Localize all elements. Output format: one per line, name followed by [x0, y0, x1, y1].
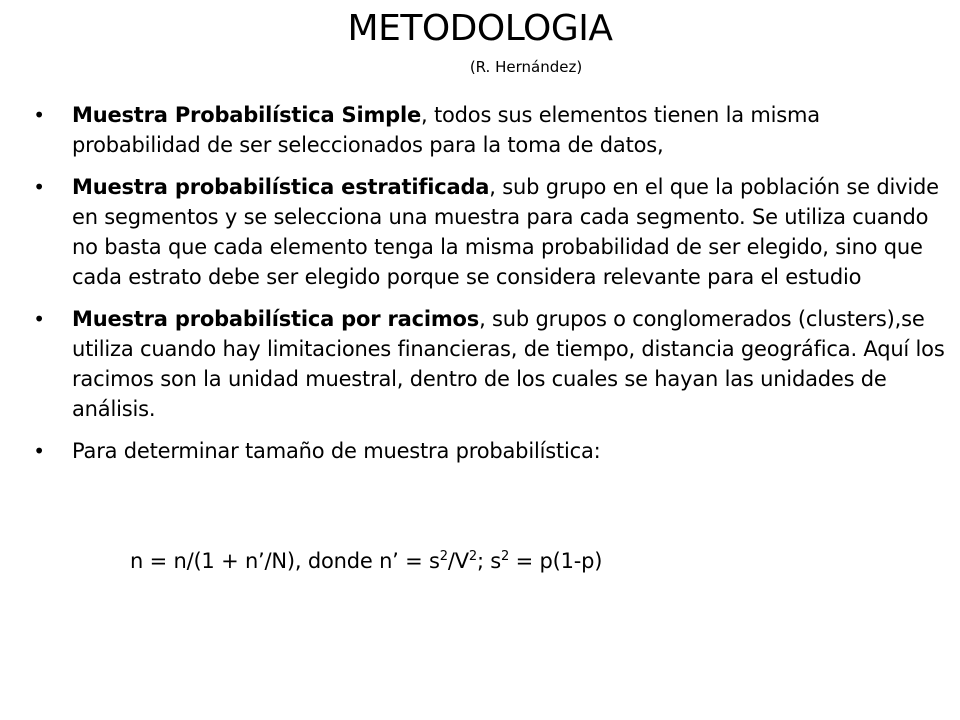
formula-superscript: 2	[468, 549, 477, 564]
bullet-item-simple	[32, 100, 950, 160]
formula-superscript: 2	[439, 549, 448, 564]
formula-part: /V	[447, 549, 469, 573]
bullet-item-racimos	[32, 304, 950, 424]
bullet-list	[32, 100, 950, 478]
bullet-text: , sub grupo en el que la población se divide en segmentos y se selecciona una muestra para cada segmento. Se utiliza cuando no basta que cada elemento tenga la misma probabilidad de ser elegido, sino que cada estrato debe ser elegido porque se considera relevante para el estudio	[72, 175, 939, 289]
bullet-icon: •	[33, 439, 45, 463]
formula-part: n = n/(1 + n’/N), donde n’ = s	[130, 549, 440, 573]
bullet-icon: •	[33, 103, 45, 127]
bullet-item-tamano	[32, 436, 950, 466]
formula-superscript: 2	[501, 549, 510, 564]
bullet-text: Para determinar tamaño de muestra probabilística:	[72, 439, 601, 463]
formula-part: ; s	[476, 549, 502, 573]
bullet-bold-text: Muestra probabilística por racimos	[72, 307, 480, 331]
bullet-bold-text: Muestra Probabilística Simple	[72, 103, 422, 127]
bullet-text: , sub grupos o conglomerados (clusters),se utiliza cuando hay limitaciones financieras, de tiempo, distancia geográfica. Aquí los racimos son la unidad muestral, dentro de los cuales se hayan las unidades de análisis.	[72, 307, 945, 421]
page-subtitle: (R. Hernández)	[469, 58, 583, 76]
bullet-item-estratificada	[32, 172, 950, 292]
bullet-text: , todos sus elementos tienen la misma probabilidad de ser seleccionados para la toma de datos,	[72, 103, 820, 157]
page-title: METODOLOGIA	[347, 8, 613, 49]
sample-size-formula	[130, 546, 602, 576]
formula-part: = p(1-p)	[509, 549, 603, 573]
bullet-icon: •	[33, 175, 45, 199]
bullet-bold-text: Muestra probabilística estratificada	[72, 175, 490, 199]
title-block	[0, 4, 960, 78]
bullet-icon: •	[33, 307, 45, 331]
